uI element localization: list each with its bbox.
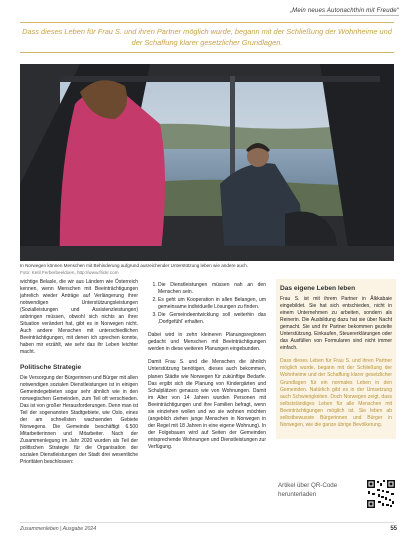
- footer-rule: [20, 522, 394, 523]
- footer-publication: Zusammenleben | Ausgabe 2024: [20, 526, 97, 532]
- heading-politics: Politische Strategie: [20, 363, 82, 371]
- col3-paragraph-1: Frau S. ist mit ihrem Partner in Ålkkabaie eingebildet. Sie hat sich entschieden, nicht in einem Unternehmen zu arbeiten, sondern als Reinerin. Die Ausbildung dazu hat sie über Nacht gemacht. Sie und ihr Partner bekommen gezielte Unterstützung. Einkaufen, Steuererklärungen oder das Ausfüllen von Formularen sind nicht immer einfach.: [280, 296, 392, 352]
- column-1: [20, 279, 138, 472]
- running-head-rule: [319, 15, 399, 16]
- qr-code-icon[interactable]: [366, 479, 396, 509]
- col2-paragraph-2: Damit Frau S. und die Menschen die ähnlich Unterstützung benötigen, dieses auch bekommen, planen Städte wie Norwegen für zukünftige Bedarfe. Das ergibt sich die Planung von Kindergärten und Schulplätzen genauso wie von Wohnungen. Damit im Alter von 14 Jahren wurden Personen mit Beeinträchtigungen und ihre Familien befragt, wenn sie einziehen wollen und wo sie wohnen möchten (angeblich ziehen junge Menschen in Norwegen in der Regel mit 18 Jahren in eine eigene Wohnung). In der Folgebauen wird auf Seiten der Gemeinden entsprechende Wohnungen und Dienstleistungen zur Verfügung.: [148, 359, 266, 450]
- photo-caption: [20, 263, 394, 276]
- column-3: [276, 279, 396, 439]
- priority-item: 3. Die Gemeindeentwicklung soll weiterhin das ‚Dorfgefühl‘ erhalten.: [158, 312, 266, 326]
- col1-paragraph-1: wichtige Belasle, die wir aus Ländern wie Österreich kennen, wenn Menschen mit Beeinträchtigungen jahrelich wieder Anträge auf Verlängerung ihrer notwendigen Unterstützungsleistungen (Sozialleistungen und Assistenzleistungen) anbringen müssen, obwohl sich nichts an ihrer Situation verändert hat, gibt es in Norwegen nicht. Auch andere Menschen mit unterschiedlichen Beeinträchtigungen, mit denen ich sprechen konnte, haben mir erzählt, wie sehr das ihr Leben leichter macht.: [20, 279, 138, 356]
- priority-item: 2. Es geht um Kooperation in allen Belangen, um gemeinsame individuelle Lösungen zu finden.: [158, 297, 266, 311]
- priority-item: 1. Die Dienstleistungen müssen nah an den Menschen sein.: [158, 282, 266, 296]
- qr-download[interactable]: [278, 476, 398, 516]
- col3-highlight-paragraph: Dass dieses Leben für Frau S. und ihren Partner möglich wurde, begann mit der Schließung der Wohnheime und der Schaffung klarer gesetzlicher Grundlagen für ein normales Leben in den Gemeinden. Natürlich gibt es in der Umsetzung auch Schwierigkeiten. Doch Norwegen zeigt, dass selbstständiges Leben für alle Menschen mit Beeinträchtigungen möglich ist. Sie leben ab selbstbewusste Bürgerinnen und Bürger in Norwegen, wie die ganze übrige Bevölkerung.: [280, 358, 392, 428]
- column-2: [148, 282, 266, 457]
- qr-label: Artikel über QR-Code herunterladen: [278, 482, 338, 498]
- heading-own-life: Das eigene Leben leben: [280, 285, 356, 292]
- lead-rule-bottom: [20, 52, 394, 53]
- page-number: 55: [390, 526, 397, 532]
- cable-car-photo: [20, 64, 394, 261]
- priorities-list: [148, 282, 266, 326]
- caption-text: In Norwegen können Menschen mit Behinderung aufgrund ausreichender Unterstützung leben wie andere auch.: [20, 263, 249, 268]
- photo-credit: Foto: Ketil Ferberbeeldoen, http://www.flickr.com: [20, 269, 119, 275]
- running-head: „Mein neues Autonachthin mit Freude“: [289, 8, 399, 14]
- col2-paragraph-1: Dabei wird in zehn kleineren Planungsregionen gedacht und Menschen mit Beeinträchtigungen werden in diese weiteren Planungen eingebunden.: [148, 332, 266, 353]
- lead-quote: Dass dieses Leben für Frau S. und ihren Partner möglich wurde, begann mit der Schließung der Wohnheime und der Schaffung klarer gesetzlicher Grundlagen.: [22, 27, 392, 47]
- col1-paragraph-2: Die Versorgung der Bürgerinnen und Bürger mit allen notwendigen sozialen Dienstleistungen ist in einigen Gemeindegebieten sogar sehr ähnlich wie in den norwegischen Gemeinden, zum Teil oft verschieden. Das ist von großer Herausforderungen. Denn man ist Teil der sogenannten Stadtgebiete, wie Oslo, eines der am schnellsten wachsenden Gebiete Norwegens. Die Gemeinde beschäftigt 6.500 Mitarbeiterinnen und Mitarbeiter. Nach der Zusammenlegung im Jahr 2020 wurden als Teil der politischen Strategie für die Organisation der sozialen Dienstleistungen der Stadt drei wesentliche Prioritäten beschlossen:: [20, 374, 138, 466]
- lead-rule-top: [20, 22, 394, 23]
